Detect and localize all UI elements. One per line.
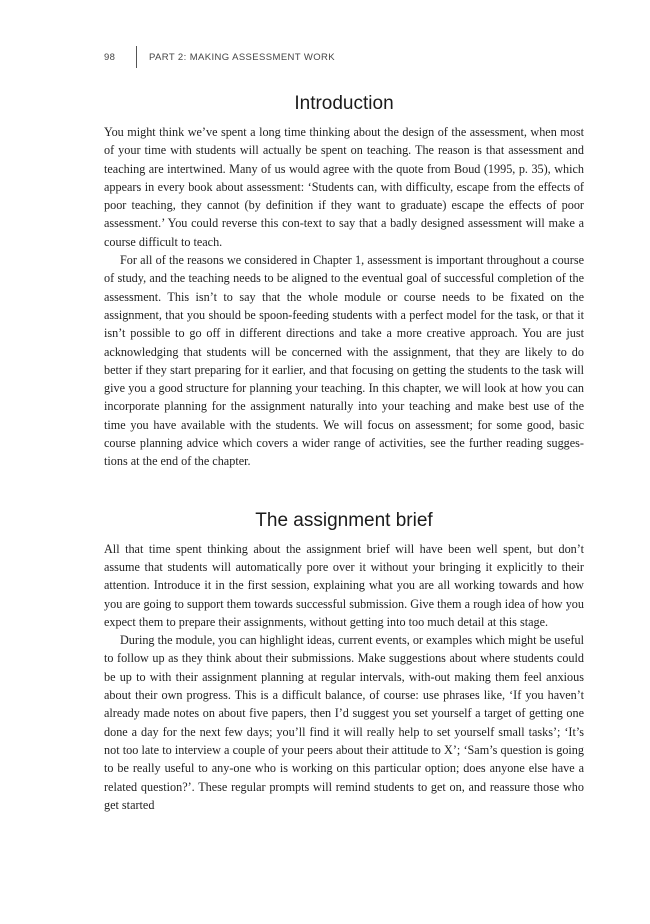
running-head bbox=[104, 46, 335, 68]
paragraph: For all of the reasons we considered in Chapter 1, assessment is important throughout a course of study, and the teaching needs to be aligned to the eventual goal of successful completion of the assessment. This isn’t to say that the whole module or course needs to be fixated on the assignment, that you should be spoon-feeding students with a perfect model for the task, or that it isn’t possible to go off in different directions and take a more creative approach. You are just acknowledging that students will be concerned with the assignment, that they are likely to do better if they start preparing for it earlier, and that focusing on getting the students to the task will give you a good structure for planning your teaching. In this chapter, we will look at how you can incorporate planning for the assignment naturally into your teaching and make best use of the time you have available with the students. We will focus on assessment; for some good, basic course planning advice which covers a wider range of activities, see the further reading sugges-tions at the end of the chapter. bbox=[104, 253, 584, 469]
section-heading-assignment-brief: The assignment brief bbox=[255, 509, 433, 531]
running-head-title: PART 2: MAKING ASSESSMENT WORK bbox=[149, 51, 336, 63]
header-divider bbox=[136, 46, 137, 68]
paragraph: During the module, you can highlight ideas, current events, or examples which might be useful to follow up as they think about their submissions. Make suggestions about where students could be up to with their assignment planning at regular intervals, with-out making them feel anxious about their own progress. This is a difficult balance, of course: use phrases like, ‘If you haven’t already made notes on about five papers, then I’d suggest you set yourself a target of getting one done a day for the next few days; you’ll find it will really help to set yourself small tasks’; ‘It’s not too late to interview a couple of your peers about their attitude to X’; ‘Sam’s question is going to be really useful to any-one who is working on this particular option; does anyone else have a related question?’. These regular prompts will remind students to get on, and reassure those who get started bbox=[104, 633, 584, 812]
section-heading-introduction: Introduction bbox=[294, 93, 394, 114]
paragraph: All that time spent thinking about the assignment brief will have been well spent, but don’t assume that students will automatically pore over it without your bringing it explicitly to their attention. Introduce it in the first session, explaining what you are all working towards and how you are going to support them towards successful submission. Give them a rough idea of how you expect them to prepare their assignments, without getting into too much detail at this stage. bbox=[104, 541, 584, 629]
paragraph: You might think we’ve spent a long time thinking about the design of the assessment, when most of your time with students will actually be spent on teaching. The reason is that assessment and teaching are intertwined. Many of us would agree with the quote from Boud (1995, p. 35), which appears in every book about assessment: ‘Students can, with difficulty, escape from the effects of poor teaching, they cannot (by definition if they want to graduate) escape the effects of poor assessment.’ You could reverse this con-text to say that a badly designed assessment will make a course difficult to teach. bbox=[104, 125, 584, 249]
page-body bbox=[104, 90, 584, 814]
page-number: 98 bbox=[104, 51, 116, 63]
